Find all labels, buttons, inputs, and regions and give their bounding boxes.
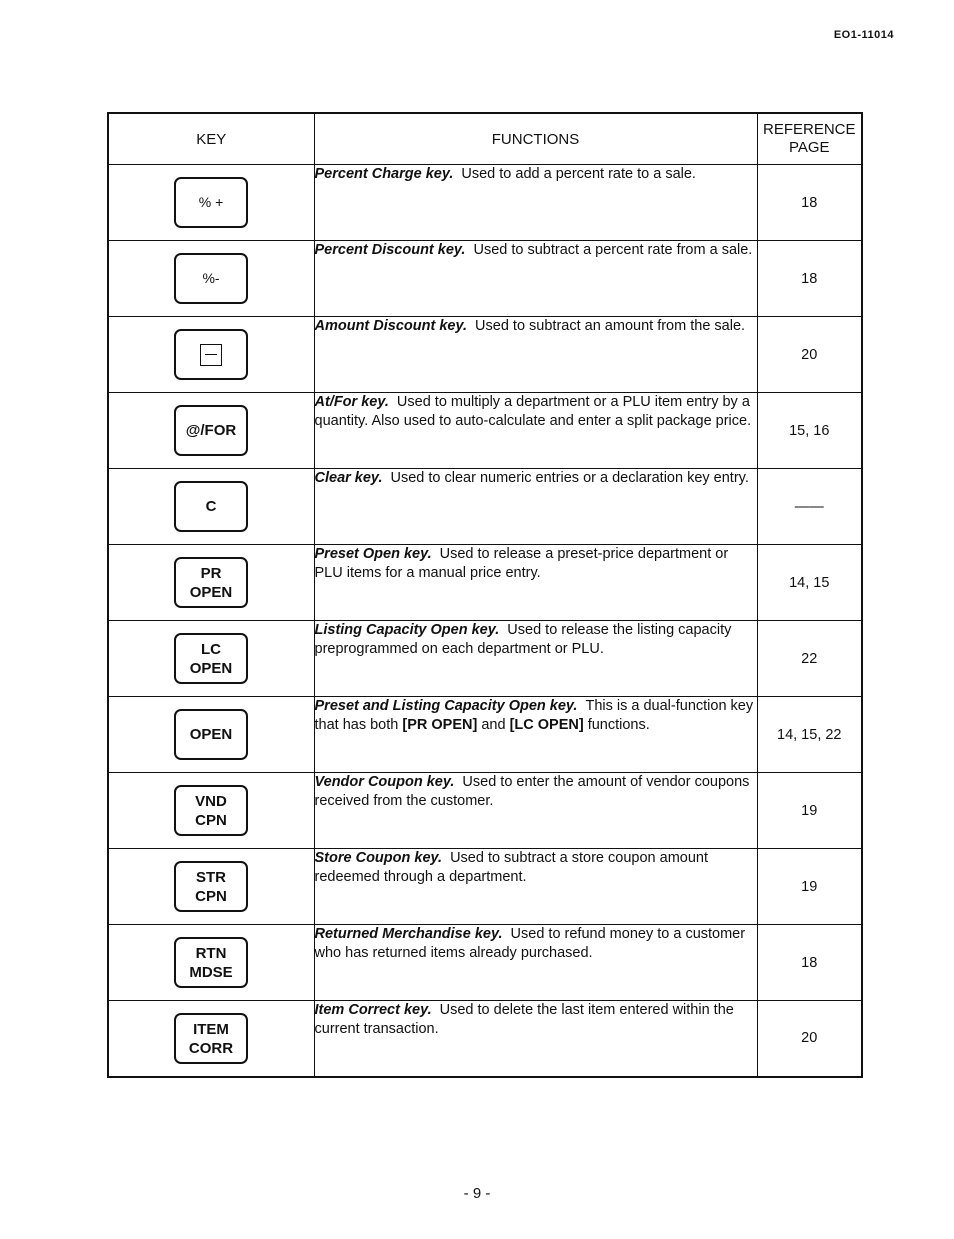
function-cell [314, 925, 757, 1001]
function-name: Percent Discount key. [314, 242, 466, 258]
function-cell [314, 393, 757, 469]
function-description: Used to multiply a department or a PLU item entry by a quantity. Also used to auto-calculate and enter a split package price. [314, 394, 752, 429]
function-cell [314, 545, 757, 621]
table-row [108, 393, 862, 469]
table-row [108, 469, 862, 545]
key-cell [108, 773, 314, 849]
reference-page: 14, 15, 22 [757, 697, 862, 773]
function-cell [314, 849, 757, 925]
function-description: Used to delete the last item entered within the current transaction. [314, 1002, 734, 1037]
preset-open-keycap [174, 557, 248, 608]
keycap-label-line2: CORR [188, 1039, 234, 1057]
keycap-label: % + [198, 194, 224, 210]
function-description: Used to release a preset-price department or PLU items for a manual price entry. [314, 546, 729, 581]
function-name: Clear key. [314, 470, 383, 486]
vendor-coupon-keycap [174, 785, 248, 836]
key-cell [108, 697, 314, 773]
key-cell [108, 165, 314, 241]
reference-page: 22 [757, 621, 862, 697]
at-for-keycap [174, 405, 248, 456]
function-cell [314, 165, 757, 241]
keycap-label-line1: STR [196, 868, 226, 886]
percent-discount-keycap [174, 253, 248, 304]
reference-page: 18 [757, 925, 862, 1001]
table-row [108, 545, 862, 621]
function-description-part1: This is a dual-function key that has both [314, 698, 754, 733]
reference-page: —— [757, 469, 862, 545]
lc-open-key-ref: [LC OPEN] [509, 717, 584, 733]
col-header-ref-line2: PAGE [788, 139, 830, 156]
key-cell [108, 621, 314, 697]
keycap-label-line2: MDSE [189, 963, 233, 981]
function-description: Used to refund money to a customer who has returned items already purchased. [314, 926, 746, 961]
keycap-label-line2: OPEN [189, 583, 233, 601]
function-name: Store Coupon key. [314, 850, 443, 866]
function-name: Amount Discount key. [314, 318, 468, 334]
returned-merchandise-keycap [174, 937, 248, 988]
function-cell [314, 469, 757, 545]
keycap-label-line2: CPN [195, 887, 227, 905]
key-cell [108, 545, 314, 621]
table-row [108, 925, 862, 1001]
reference-page: 20 [757, 1001, 862, 1077]
document-id: EO1-11014 [833, 29, 894, 41]
amount-discount-keycap [174, 329, 248, 380]
table-row [108, 697, 862, 773]
pr-open-key-ref: [PR OPEN] [402, 717, 478, 733]
keycap-label-line1: PR [200, 564, 222, 582]
keycap-label-line2: OPEN [189, 659, 233, 677]
percent-charge-keycap [174, 177, 248, 228]
reference-page: 18 [757, 241, 862, 317]
page-number: - 9 - [463, 1185, 491, 1202]
minus-box-icon [200, 344, 222, 366]
reference-page: 14, 15 [757, 545, 862, 621]
col-header-ref-line1: REFERENCE [762, 121, 856, 138]
keycap-label-line1: LC [201, 640, 221, 658]
store-coupon-keycap [174, 861, 248, 912]
function-description-part2: functions. [587, 717, 650, 733]
key-cell [108, 1001, 314, 1077]
function-description: Used to release the listing capacity preprogrammed on each department or PLU. [314, 622, 732, 657]
listing-capacity-open-keycap [174, 633, 248, 684]
key-cell [108, 241, 314, 317]
function-description: Used to enter the amount of vendor coupons received from the customer. [314, 774, 750, 809]
col-header-key: KEY [108, 113, 314, 165]
item-correct-keycap [174, 1013, 248, 1064]
function-cell [314, 621, 757, 697]
table-header-row [108, 113, 862, 165]
keycap-label: @/FOR [185, 422, 237, 439]
function-description: Used to add a percent rate to a sale. [461, 166, 696, 182]
function-cell [314, 241, 757, 317]
table-row [108, 1001, 862, 1077]
col-header-functions: FUNCTIONS [314, 113, 757, 165]
function-name: Preset and Listing Capacity Open key. [314, 698, 578, 714]
col-header-reference-page [757, 113, 862, 165]
keycap-label-line2: CPN [195, 811, 227, 829]
function-name: Item Correct key. [314, 1002, 432, 1018]
keycap-label: C [205, 498, 217, 515]
function-description: Used to subtract a percent rate from a sale. [473, 242, 753, 258]
keycap-label-line1: VND [195, 792, 227, 810]
key-cell [108, 469, 314, 545]
reference-page: 19 [757, 849, 862, 925]
table-row [108, 849, 862, 925]
key-cell [108, 849, 314, 925]
function-name: Preset Open key. [314, 546, 432, 562]
open-keycap [174, 709, 248, 760]
key-cell [108, 393, 314, 469]
table-row [108, 165, 862, 241]
reference-page: 20 [757, 317, 862, 393]
function-name: Vendor Coupon key. [314, 774, 455, 790]
reference-page: 19 [757, 773, 862, 849]
function-description: Used to subtract an amount from the sale. [475, 318, 746, 334]
table-row [108, 241, 862, 317]
function-cell [314, 773, 757, 849]
function-cell [314, 697, 757, 773]
function-description-and: and [481, 717, 506, 733]
function-cell [314, 1001, 757, 1077]
table-row [108, 317, 862, 393]
key-cell [108, 925, 314, 1001]
function-name: Listing Capacity Open key. [314, 622, 500, 638]
function-cell [314, 317, 757, 393]
function-name: Returned Merchandise key. [314, 926, 503, 942]
function-description: Used to clear numeric entries or a declaration key entry. [390, 470, 749, 486]
key-functions-table [107, 112, 863, 1078]
key-cell [108, 317, 314, 393]
function-description: Used to subtract a store coupon amount redeemed through a department. [314, 850, 708, 885]
clear-keycap [174, 481, 248, 532]
keycap-label-line1: RTN [195, 944, 227, 962]
function-name: Percent Charge key. [314, 166, 454, 182]
keycap-label: %- [202, 270, 220, 286]
keycap-label-line1: ITEM [193, 1020, 229, 1038]
reference-page: 15, 16 [757, 393, 862, 469]
table-row [108, 773, 862, 849]
function-name: At/For key. [314, 394, 389, 410]
table-row [108, 621, 862, 697]
keycap-label: OPEN [189, 726, 233, 743]
reference-page: 18 [757, 165, 862, 241]
